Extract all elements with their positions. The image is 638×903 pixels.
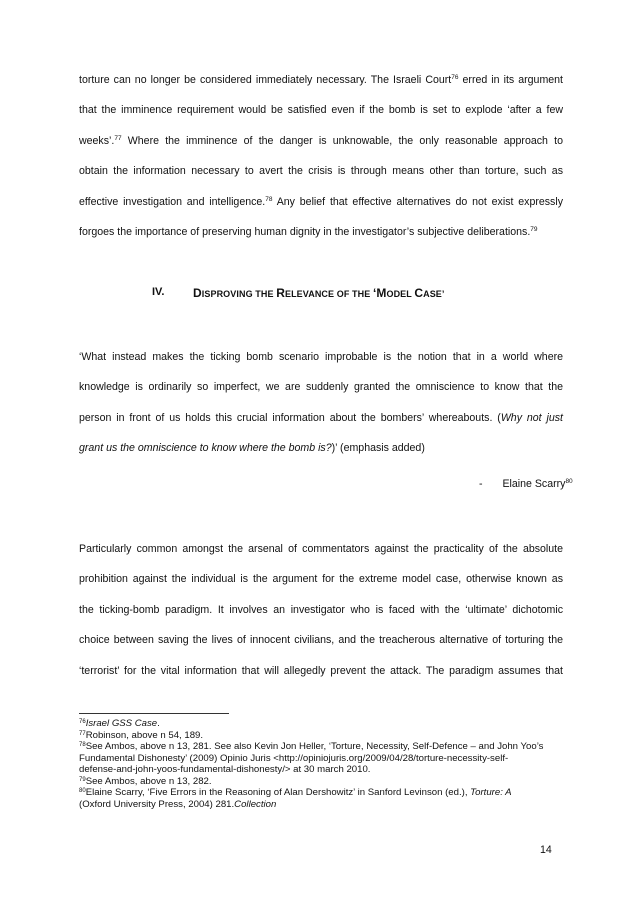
text-line bbox=[79, 741, 543, 752]
text-run: torture can no longer be considered immediately necessary. The Israeli Court bbox=[79, 74, 452, 86]
text-line bbox=[79, 543, 563, 556]
text-line bbox=[79, 74, 563, 87]
footnote-ref: 80 bbox=[79, 788, 86, 794]
italic-text: grant us the omniscience to know where the bomb is? bbox=[79, 442, 332, 455]
text-line bbox=[79, 351, 563, 364]
text-line bbox=[79, 665, 563, 678]
title-run: C bbox=[414, 286, 424, 300]
text-line bbox=[79, 730, 203, 741]
page-number: 14 bbox=[540, 844, 552, 856]
footnote-ref: 77 bbox=[114, 134, 122, 142]
italic-text: Israel GSS Case bbox=[85, 718, 158, 729]
italic-text: Torture: A bbox=[470, 787, 512, 798]
text-run: that the imminence requirement would be satisfied even if the bomb is set to explode ‘after a few bbox=[79, 104, 563, 117]
text-run: Fundamental Dishonesty’ (2009) Opinio Juris <http://opiniojuris.org/2009/04/28/torture-necessity-self- bbox=[79, 752, 509, 764]
footnote-ref: 78 bbox=[265, 195, 273, 203]
text-run: knowledge is ordinarily so imperfect, we are suddenly granted the omniscience to know that the bbox=[79, 381, 563, 394]
text-run: See Ambos, above n 13, 282. bbox=[85, 775, 212, 787]
text-run: person in front of us holds this crucial information about the bombers’ whereabouts. ( bbox=[79, 411, 501, 424]
text-line bbox=[79, 799, 276, 810]
text-line bbox=[79, 764, 370, 775]
section-title bbox=[193, 286, 445, 300]
text-line bbox=[79, 753, 508, 764]
attribution-dash: - bbox=[479, 478, 483, 490]
text-run: choice between saving the lives of innocent civilians, and the treacherous alternative of torturing the bbox=[79, 634, 563, 647]
text-run: erred in its argument bbox=[458, 74, 563, 86]
text-run: See Ambos, above n 13, 281. See also Kevin Jon Heller, ‘Torture, Necessity, Self-Defence – and John Yoo’s bbox=[85, 741, 544, 752]
text-run: Any belief that effective alternatives do not exist expressly bbox=[272, 195, 563, 208]
title-run: ODEL bbox=[386, 289, 415, 299]
section-number: IV. bbox=[152, 286, 165, 298]
attribution-name: Elaine Scarry bbox=[502, 478, 566, 490]
text-line bbox=[79, 573, 563, 586]
text-line bbox=[79, 104, 563, 117]
footnote-separator bbox=[79, 713, 229, 714]
text-run: Robinson, above n 54, 189. bbox=[85, 729, 204, 741]
text-run: defense-and-john-yoos-fundamental-dishonesty/> at 30 march 2010. bbox=[79, 764, 371, 775]
text-run: forgoes the importance of preserving human dignity in the investigator’s subjective deliberations. bbox=[79, 226, 531, 238]
text-run: ‘What instead makes the ticking bomb scenario improbable is the notion that in a world where bbox=[79, 351, 563, 363]
footnote-ref: 80 bbox=[565, 478, 573, 485]
text-run: effective investigation and intelligence. bbox=[79, 195, 266, 208]
text-run: Where the imminence of the danger is unknowable, the only reasonable approach to bbox=[121, 134, 563, 147]
footnote-ref: 77 bbox=[79, 730, 86, 737]
text-line bbox=[79, 776, 212, 787]
italic-text: Why not just bbox=[500, 411, 563, 424]
text-line bbox=[79, 381, 563, 394]
quote-attribution bbox=[479, 478, 573, 490]
title-run: R bbox=[276, 286, 285, 300]
text-run: Particularly common amongst the arsenal of commentators against the practicality of the absolute bbox=[79, 543, 563, 555]
text-run: obtain the information necessary to avert the crisis is through means other than torture, such as bbox=[79, 165, 563, 178]
text-run: the ticking-bomb paradigm. It involves an investigator who is faced with the ‘ultimate’ dichotomic bbox=[79, 603, 563, 616]
text-line bbox=[79, 412, 563, 425]
text-line bbox=[79, 718, 160, 729]
text-line bbox=[79, 135, 563, 148]
footnote-ref: 79 bbox=[79, 776, 86, 783]
footnote-ref: 76 bbox=[451, 74, 459, 81]
text-line bbox=[79, 787, 512, 798]
title-run: ‘M bbox=[372, 286, 387, 300]
title-run: ELEVANCE OF THE bbox=[284, 289, 373, 299]
text-line bbox=[79, 442, 563, 455]
title-run: D bbox=[193, 286, 202, 300]
title-run: ISPROVING THE bbox=[201, 289, 277, 299]
text-run: Elaine Scarry, ‘Five Errors in the Reasoning of Alan Dershowitz’ in Sanford Levinson (ed.), bbox=[85, 787, 471, 798]
text-run: weeks’. bbox=[79, 134, 115, 147]
text-run: ‘terrorist’ for the vital information that will allegedly prevent the attack. The paradigm assumes that bbox=[79, 664, 563, 677]
title-run: ASE’ bbox=[423, 289, 445, 299]
footnote-ref: 79 bbox=[530, 226, 538, 233]
text-line bbox=[79, 226, 563, 239]
text-line bbox=[79, 196, 563, 209]
text-line bbox=[79, 634, 563, 647]
text-run: . bbox=[157, 718, 160, 729]
text-line bbox=[79, 604, 563, 617]
text-run: )’ (emphasis added) bbox=[331, 442, 425, 455]
text-run: (Oxford University Press, 2004) 281. bbox=[79, 798, 235, 810]
footnote-ref: 78 bbox=[79, 742, 86, 748]
italic-text: Collection bbox=[234, 798, 277, 810]
text-run: prohibition against the individual is the argument for the extreme model case, otherwise known as bbox=[79, 573, 563, 586]
text-line bbox=[79, 165, 563, 178]
footnote-ref: 76 bbox=[79, 719, 86, 725]
